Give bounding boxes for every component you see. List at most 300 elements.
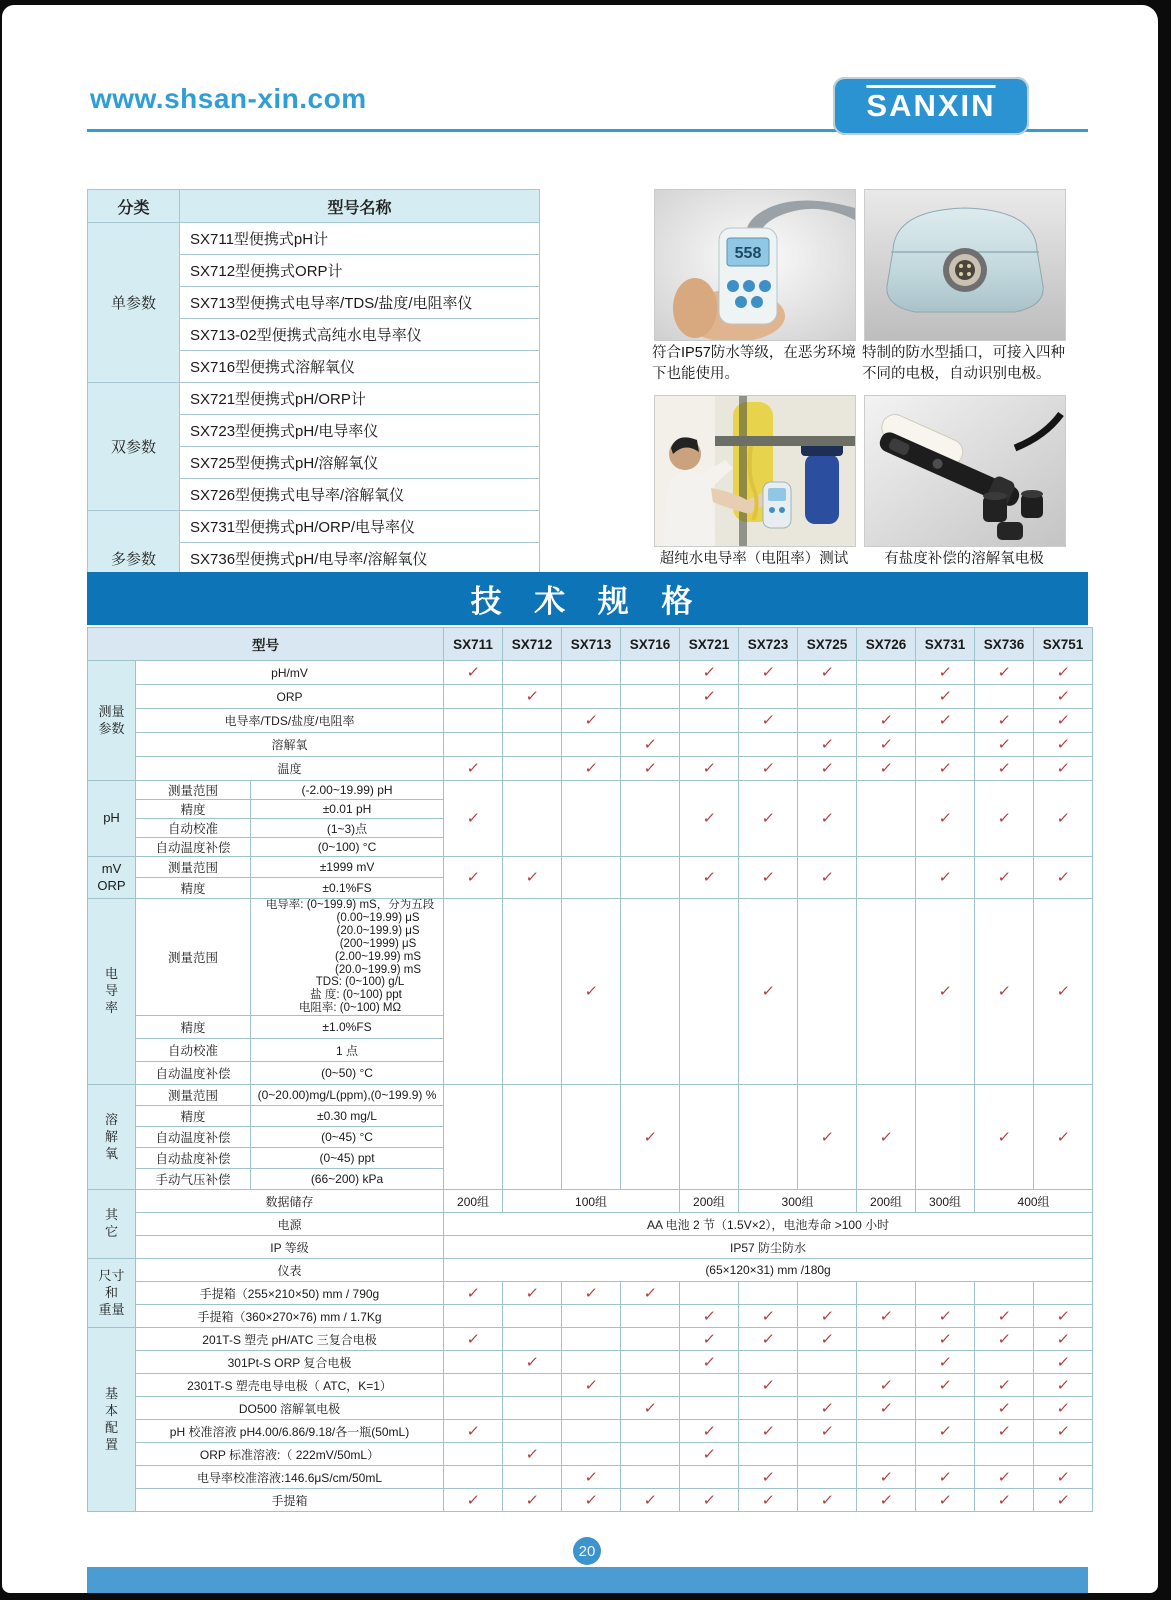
check-cell — [975, 757, 1034, 781]
check-cell — [975, 1489, 1034, 1512]
check-icon: ✓ — [937, 1468, 953, 1486]
check-cell — [857, 1328, 916, 1351]
spec-row-label: 301Pt-S ORP 复合电极 — [136, 1351, 444, 1374]
check-icon: ✓ — [1055, 1353, 1071, 1371]
check-icon: ✓ — [937, 1491, 953, 1509]
model-column-header: SX712 — [503, 628, 562, 661]
spec-row — [88, 1374, 1093, 1397]
filter-housing-icon — [805, 454, 839, 524]
check-cell — [562, 857, 621, 899]
check-icon: ✓ — [996, 1422, 1012, 1440]
spec-row-label: 数据储存 — [136, 1190, 444, 1213]
spec-row — [88, 899, 1093, 1016]
check-icon: ✓ — [760, 664, 776, 681]
model-name-header: 型号名称 — [180, 190, 540, 223]
check-icon: ✓ — [701, 869, 717, 886]
check-cell — [680, 685, 739, 709]
check-cell — [798, 1489, 857, 1512]
merged-value-cell: 300组 — [739, 1190, 857, 1213]
check-icon: ✓ — [465, 664, 481, 681]
check-cell — [857, 781, 916, 857]
check-cell — [857, 857, 916, 899]
spec-sub-label: 自动校准 — [136, 1039, 251, 1062]
spec-value-cell: 1 点 — [251, 1039, 444, 1062]
check-cell — [798, 1397, 857, 1420]
check-cell — [798, 709, 857, 733]
check-icon: ✓ — [1055, 1422, 1071, 1440]
check-icon: ✓ — [878, 1468, 894, 1486]
check-cell — [503, 1351, 562, 1374]
photo-do-electrode-illustration — [865, 396, 1065, 546]
spec-row-label: IP 等级 — [136, 1236, 444, 1259]
pipe-icon — [715, 436, 855, 446]
check-cell — [680, 899, 739, 1085]
check-cell — [444, 1397, 503, 1420]
check-cell — [798, 1420, 857, 1443]
check-cell — [444, 1489, 503, 1512]
check-icon: ✓ — [760, 1330, 776, 1348]
check-icon: ✓ — [701, 1422, 717, 1440]
check-cell — [444, 661, 503, 685]
check-cell — [444, 1305, 503, 1328]
spec-row-label: 201T-S 塑壳 pH/ATC 三复合电极 — [136, 1328, 444, 1351]
check-icon: ✓ — [819, 810, 835, 827]
check-cell — [680, 1085, 739, 1190]
spec-sub-label: 精度 — [136, 878, 251, 899]
check-icon: ✓ — [465, 869, 481, 886]
check-cell — [680, 857, 739, 899]
site-url: www.shsan-xin.com — [90, 83, 367, 114]
check-cell — [739, 1351, 798, 1374]
full-span-value-cell: IP57 防尘防水 — [444, 1236, 1093, 1259]
check-cell — [562, 781, 621, 857]
category-header: 分类 — [88, 190, 180, 223]
spec-sub-label: 测量范围 — [136, 1085, 251, 1106]
check-cell — [975, 1397, 1034, 1420]
spec-value-cell: ±0.01 pH — [251, 800, 444, 819]
check-icon: ✓ — [524, 688, 540, 705]
check-cell — [739, 685, 798, 709]
check-cell — [798, 1374, 857, 1397]
spec-row-label: 温度 — [136, 757, 444, 781]
spec-value-cell: (1~3)点 — [251, 819, 444, 838]
check-icon: ✓ — [937, 1353, 953, 1371]
spec-group-label: pH — [88, 781, 136, 857]
check-icon: ✓ — [465, 1422, 481, 1440]
spec-row — [88, 1259, 1093, 1282]
photo-caption-2: 特制的防水型插口，可接入四种不同的电极，自动识别电极。 — [862, 345, 1065, 383]
check-cell — [680, 661, 739, 685]
spec-row-label: 电源 — [136, 1213, 444, 1236]
models-table-container — [87, 189, 540, 607]
check-cell — [621, 857, 680, 899]
check-cell — [562, 1489, 621, 1512]
check-cell — [503, 1397, 562, 1420]
photo-caption-1: 符合IP57防水等级，在恶劣环境下也能使用。 — [652, 345, 856, 383]
check-icon: ✓ — [819, 1330, 835, 1348]
check-icon: ✓ — [642, 1284, 658, 1302]
check-icon: ✓ — [996, 869, 1012, 886]
sanxin-logo-text: SANXIN — [866, 88, 996, 123]
check-cell — [503, 899, 562, 1085]
spec-row-label: 手提箱（360×270×76) mm / 1.7Kg — [136, 1305, 444, 1328]
check-cell — [562, 899, 621, 1085]
check-cell — [975, 1374, 1034, 1397]
spec-sub-label: 自动校准 — [136, 819, 251, 838]
check-cell — [975, 1085, 1034, 1190]
check-cell — [680, 1374, 739, 1397]
table-row — [88, 383, 540, 415]
check-icon: ✓ — [760, 712, 776, 729]
check-icon: ✓ — [760, 1491, 776, 1509]
spec-row-label: pH 校准溶液 pH4.00/6.86/9.18/各一瓶(50mL) — [136, 1420, 444, 1443]
check-icon: ✓ — [1055, 736, 1071, 753]
check-icon: ✓ — [1055, 869, 1071, 886]
check-cell — [975, 781, 1034, 857]
check-cell — [621, 1489, 680, 1512]
model-column-header: SX751 — [1034, 628, 1093, 661]
check-cell — [739, 1489, 798, 1512]
spec-row-label: 仪表 — [136, 1259, 444, 1282]
check-icon: ✓ — [1055, 983, 1071, 1001]
spec-value-cell — [251, 899, 444, 1016]
check-cell — [562, 661, 621, 685]
check-cell — [621, 1420, 680, 1443]
check-icon: ✓ — [642, 1399, 658, 1417]
spec-row — [88, 1351, 1093, 1374]
spec-row-label: 2301T-S 塑壳电导电极（ ATC，K=1） — [136, 1374, 444, 1397]
check-cell — [562, 685, 621, 709]
spec-sub-label: 精度 — [136, 1016, 251, 1039]
spec-row — [88, 1420, 1093, 1443]
check-cell — [562, 1305, 621, 1328]
check-cell — [916, 1489, 975, 1512]
check-cell — [739, 857, 798, 899]
check-icon: ✓ — [701, 1445, 717, 1463]
check-cell — [503, 757, 562, 781]
model-column-header: SX713 — [562, 628, 621, 661]
check-icon: ✓ — [819, 664, 835, 681]
check-cell — [503, 1443, 562, 1466]
check-cell — [621, 899, 680, 1085]
check-icon: ✓ — [642, 736, 658, 753]
check-icon: ✓ — [701, 1491, 717, 1509]
spec-row — [88, 1443, 1093, 1466]
check-icon: ✓ — [760, 760, 776, 777]
spec-row — [88, 857, 1093, 878]
check-cell — [739, 757, 798, 781]
check-cell — [680, 733, 739, 757]
check-icon: ✓ — [583, 712, 599, 729]
check-cell — [444, 1351, 503, 1374]
check-cell — [621, 1443, 680, 1466]
check-cell — [857, 1351, 916, 1374]
spec-range-line: TDS: (0~100) g/L — [315, 976, 405, 989]
check-cell — [857, 685, 916, 709]
check-cell — [739, 1305, 798, 1328]
spec-row-label: 手提箱 — [136, 1489, 444, 1512]
check-icon: ✓ — [1055, 688, 1071, 705]
check-icon: ✓ — [937, 1307, 953, 1325]
check-cell — [798, 857, 857, 899]
meter-display: 558 — [734, 245, 762, 262]
check-cell — [503, 685, 562, 709]
check-cell — [562, 709, 621, 733]
check-icon: ✓ — [465, 760, 481, 777]
spec-sub-label: 自动温度补偿 — [136, 838, 251, 857]
check-cell — [503, 781, 562, 857]
check-cell — [798, 733, 857, 757]
check-icon: ✓ — [819, 760, 835, 777]
merged-value-cell: 200组 — [444, 1190, 503, 1213]
check-cell — [916, 1282, 975, 1305]
check-icon: ✓ — [1055, 1376, 1071, 1394]
check-icon: ✓ — [1055, 1128, 1071, 1146]
check-icon: ✓ — [996, 736, 1012, 753]
full-span-value-cell: (65×120×31) mm /180g — [444, 1259, 1093, 1282]
check-icon: ✓ — [760, 810, 776, 827]
check-cell — [739, 1374, 798, 1397]
check-cell — [680, 757, 739, 781]
spec-range-line: (0.00~19.99) μS — [336, 911, 420, 924]
check-cell — [916, 1420, 975, 1443]
spec-row-label: 电导率/TDS/盐度/电阻率 — [136, 709, 444, 733]
spec-value-cell: (0~20.00)mg/L(ppm),(0~199.9) % — [251, 1085, 444, 1106]
spec-row — [88, 661, 1093, 685]
spec-row-label: 手提箱（255×210×50) mm / 790g — [136, 1282, 444, 1305]
check-cell — [916, 781, 975, 857]
check-icon: ✓ — [819, 1128, 835, 1146]
check-cell — [798, 685, 857, 709]
check-cell — [916, 709, 975, 733]
photo-caption-4: 有盐度补偿的溶解氧电极 — [884, 551, 1044, 567]
check-cell — [739, 1282, 798, 1305]
check-icon: ✓ — [996, 712, 1012, 729]
check-icon: ✓ — [878, 1307, 894, 1325]
check-cell — [798, 1328, 857, 1351]
check-cell — [444, 781, 503, 857]
check-cell — [739, 1420, 798, 1443]
check-cell — [562, 1282, 621, 1305]
check-icon: ✓ — [819, 1422, 835, 1440]
check-cell — [503, 1374, 562, 1397]
check-cell — [739, 1443, 798, 1466]
model-column-header: SX736 — [975, 628, 1034, 661]
check-icon: ✓ — [1055, 1330, 1071, 1348]
model-column-header: SX721 — [680, 628, 739, 661]
check-cell — [739, 661, 798, 685]
page-number-badge: 20 — [573, 1537, 601, 1565]
check-cell — [975, 899, 1034, 1085]
check-cell — [503, 661, 562, 685]
spec-row — [88, 1397, 1093, 1420]
check-cell — [1034, 1489, 1093, 1512]
check-icon: ✓ — [996, 1399, 1012, 1417]
check-cell — [798, 781, 857, 857]
check-cell — [621, 685, 680, 709]
check-icon: ✓ — [937, 760, 953, 777]
check-cell — [798, 661, 857, 685]
table-header-row — [88, 190, 540, 223]
check-cell — [562, 1328, 621, 1351]
check-icon: ✓ — [524, 869, 540, 886]
check-cell — [975, 1305, 1034, 1328]
check-cell — [444, 757, 503, 781]
check-icon: ✓ — [878, 1491, 894, 1509]
model-name-cell: SX721型便携式pH/ORP计 — [180, 383, 540, 415]
spec-range-line: 电导率: (0~199.9) mS，分为五段 — [265, 899, 435, 911]
merged-value-cell: 100组 — [503, 1190, 680, 1213]
check-cell — [857, 1397, 916, 1420]
check-icon: ✓ — [760, 983, 776, 1001]
check-icon: ✓ — [819, 736, 835, 753]
check-cell — [916, 685, 975, 709]
spec-range-line: 电阻率: (0~100) MΩ — [298, 1002, 402, 1015]
check-cell — [444, 899, 503, 1085]
check-cell — [857, 733, 916, 757]
check-icon: ✓ — [996, 1330, 1012, 1348]
category-cell: 单参数 — [88, 223, 180, 383]
check-icon: ✓ — [937, 1376, 953, 1394]
check-cell — [503, 1282, 562, 1305]
check-cell — [562, 1374, 621, 1397]
check-cell — [975, 857, 1034, 899]
spec-sub-label: 自动温度补偿 — [136, 1062, 251, 1085]
check-cell — [857, 1374, 916, 1397]
spec-row-label: pH/mV — [136, 661, 444, 685]
photo-ultrapure-illustration — [655, 396, 855, 546]
check-cell — [1034, 1282, 1093, 1305]
check-cell — [562, 1085, 621, 1190]
check-icon: ✓ — [524, 1445, 540, 1463]
spec-row — [88, 1236, 1093, 1259]
category-cell: 双参数 — [88, 383, 180, 511]
check-icon: ✓ — [937, 869, 953, 886]
check-cell — [503, 1420, 562, 1443]
spec-value-cell: ±1.0%FS — [251, 1016, 444, 1039]
check-icon: ✓ — [1055, 760, 1071, 777]
check-icon: ✓ — [701, 760, 717, 777]
model-name-cell: SX736型便携式pH/电导率/溶解氧仪 — [180, 543, 540, 575]
check-icon: ✓ — [1055, 1307, 1071, 1325]
model-name-cell: SX723型便携式pH/电导率仪 — [180, 415, 540, 447]
check-cell — [798, 757, 857, 781]
check-icon: ✓ — [996, 1491, 1012, 1509]
photo-ip57-illustration — [655, 190, 855, 340]
check-cell — [1034, 757, 1093, 781]
spec-row — [88, 733, 1093, 757]
check-cell — [562, 1351, 621, 1374]
check-cell — [857, 1420, 916, 1443]
spec-range-line: 盐 度: (0~100) ppt — [310, 989, 402, 1002]
model-column-header: SX711 — [444, 628, 503, 661]
check-icon: ✓ — [701, 688, 717, 705]
check-cell — [444, 685, 503, 709]
check-cell — [680, 1420, 739, 1443]
check-icon: ✓ — [642, 1128, 658, 1146]
check-icon: ✓ — [701, 1307, 717, 1325]
check-cell — [857, 709, 916, 733]
model-column-header: 型号 — [88, 628, 444, 661]
check-cell — [916, 1351, 975, 1374]
check-cell — [739, 1328, 798, 1351]
check-cell — [739, 1397, 798, 1420]
check-icon: ✓ — [760, 1422, 776, 1440]
spec-value-cell: (0~50) °C — [251, 1062, 444, 1085]
check-cell — [562, 757, 621, 781]
spec-row — [88, 685, 1093, 709]
check-icon: ✓ — [937, 983, 953, 1001]
spec-value-cell: (-2.00~19.99) pH — [251, 781, 444, 800]
check-cell — [798, 1305, 857, 1328]
check-cell — [916, 661, 975, 685]
check-cell — [975, 661, 1034, 685]
check-cell — [916, 757, 975, 781]
check-icon: ✓ — [878, 1376, 894, 1394]
check-cell — [503, 857, 562, 899]
check-icon: ✓ — [760, 1468, 776, 1486]
check-cell — [1034, 899, 1093, 1085]
check-cell — [444, 1374, 503, 1397]
check-cell — [975, 1282, 1034, 1305]
check-icon: ✓ — [937, 712, 953, 729]
check-cell — [975, 733, 1034, 757]
check-icon: ✓ — [878, 712, 894, 729]
check-icon: ✓ — [760, 869, 776, 886]
check-icon: ✓ — [878, 736, 894, 753]
photo-ip57-waterproof — [654, 189, 856, 341]
check-cell — [798, 1085, 857, 1190]
check-icon: ✓ — [996, 810, 1012, 827]
check-icon: ✓ — [996, 760, 1012, 777]
check-icon: ✓ — [937, 810, 953, 827]
check-cell — [621, 757, 680, 781]
check-cell — [1034, 1305, 1093, 1328]
check-icon: ✓ — [937, 664, 953, 681]
spec-row-label: ORP 标准溶液:（ 222mV/50mL） — [136, 1443, 444, 1466]
check-cell — [857, 1305, 916, 1328]
model-name-cell: SX713-02型便携式高纯水电导率仪 — [180, 319, 540, 351]
check-cell — [739, 899, 798, 1085]
check-cell — [916, 1085, 975, 1190]
check-icon: ✓ — [996, 1307, 1012, 1325]
check-icon: ✓ — [937, 1330, 953, 1348]
check-cell — [444, 709, 503, 733]
model-name-cell: SX726型便携式电导率/溶解氧仪 — [180, 479, 540, 511]
merged-value-cell: 400组 — [975, 1190, 1093, 1213]
check-cell — [503, 1489, 562, 1512]
check-cell — [680, 1305, 739, 1328]
check-icon: ✓ — [465, 810, 481, 827]
check-cell — [562, 1420, 621, 1443]
check-icon: ✓ — [1055, 1491, 1071, 1509]
check-cell — [1034, 1085, 1093, 1190]
check-icon: ✓ — [583, 1468, 599, 1486]
check-cell — [444, 1328, 503, 1351]
check-icon: ✓ — [1055, 1468, 1071, 1486]
check-cell — [680, 1397, 739, 1420]
spec-range-line: (2.00~19.99) mS — [335, 950, 421, 963]
spec-group-label: 尺寸 和 重量 — [88, 1259, 136, 1328]
photo-caption-3: 超纯水电导率（电阻率）测试 — [659, 551, 849, 567]
spec-sub-label: 测量范围 — [136, 857, 251, 878]
sanxin-logo — [833, 77, 1029, 135]
check-icon: ✓ — [701, 810, 717, 827]
check-cell — [503, 733, 562, 757]
spec-table-container — [87, 627, 1093, 1512]
spec-sub-label: 测量范围 — [136, 899, 251, 1016]
check-cell — [562, 1466, 621, 1489]
